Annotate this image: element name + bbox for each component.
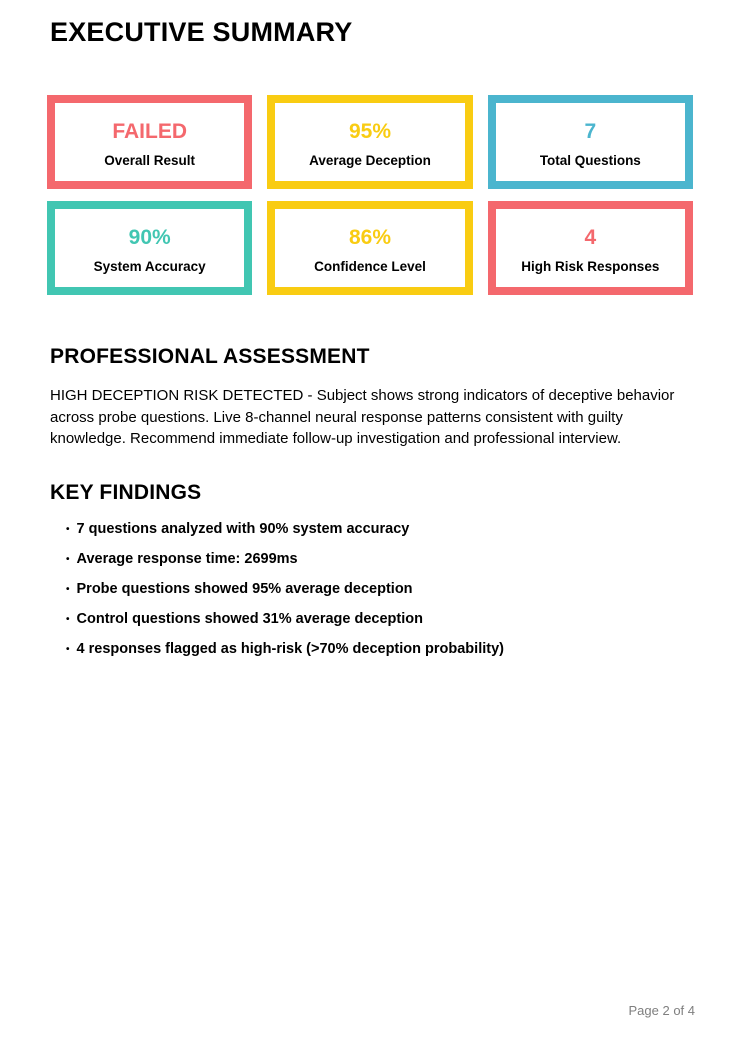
bullet-icon: • bbox=[66, 554, 70, 565]
bullet-icon: • bbox=[66, 644, 70, 655]
stat-card-label: High Risk Responses bbox=[521, 259, 660, 275]
stat-card-total-questions bbox=[488, 95, 693, 189]
key-findings-list bbox=[66, 522, 504, 672]
finding-text: Control questions showed 31% average deception bbox=[76, 611, 423, 627]
stat-card-value: FAILED bbox=[112, 120, 187, 144]
finding-text: 4 responses flagged as high-risk (>70% deception probability) bbox=[76, 641, 504, 657]
assessment-paragraph: HIGH DECEPTION RISK DETECTED - Subject shows strong indicators of deceptive behavior across probe questions. Live 8-channel neural response patterns consistent with guilty knowledge. Recommend immediate follow-up investigation and professional interview. bbox=[50, 387, 675, 447]
stat-card-label: Overall Result bbox=[104, 153, 196, 169]
stat-card-value: 4 bbox=[584, 226, 597, 250]
list-item bbox=[66, 642, 504, 659]
stat-card-confidence-level bbox=[267, 201, 472, 295]
page-title: EXECUTIVE SUMMARY bbox=[50, 17, 353, 47]
section-heading-key-findings: KEY FINDINGS bbox=[50, 481, 202, 504]
finding-text: Probe questions showed 95% average deception bbox=[76, 581, 413, 597]
stat-card-average-deception bbox=[267, 95, 472, 189]
bullet-icon: • bbox=[66, 584, 70, 595]
finding-text: Average response time: 2699ms bbox=[76, 551, 298, 567]
list-item bbox=[66, 582, 504, 599]
stat-card-value: 86% bbox=[348, 226, 391, 250]
stat-card-label: System Accuracy bbox=[93, 259, 206, 275]
finding-text: 7 questions analyzed with 90% system accuracy bbox=[76, 521, 410, 537]
list-item bbox=[66, 552, 504, 569]
stat-card-value: 95% bbox=[348, 120, 391, 144]
list-item bbox=[66, 612, 504, 629]
stat-card-system-accuracy bbox=[47, 201, 252, 295]
stat-card-label: Total Questions bbox=[539, 153, 641, 169]
stat-card-high-risk-responses bbox=[488, 201, 693, 295]
bullet-icon: • bbox=[66, 524, 70, 535]
stat-card-label: Confidence Level bbox=[314, 259, 426, 275]
stat-card-value: 90% bbox=[128, 226, 171, 250]
section-heading-professional-assessment: PROFESSIONAL ASSESSMENT bbox=[50, 345, 370, 368]
stat-card-label: Average Deception bbox=[309, 153, 431, 169]
stat-card-value: 7 bbox=[584, 120, 597, 144]
stat-card-overall-result bbox=[47, 95, 252, 189]
list-item bbox=[66, 522, 504, 539]
bullet-icon: • bbox=[66, 614, 70, 625]
page-number: Page 2 of 4 bbox=[628, 1003, 695, 1018]
stat-cards-grid bbox=[47, 95, 693, 295]
